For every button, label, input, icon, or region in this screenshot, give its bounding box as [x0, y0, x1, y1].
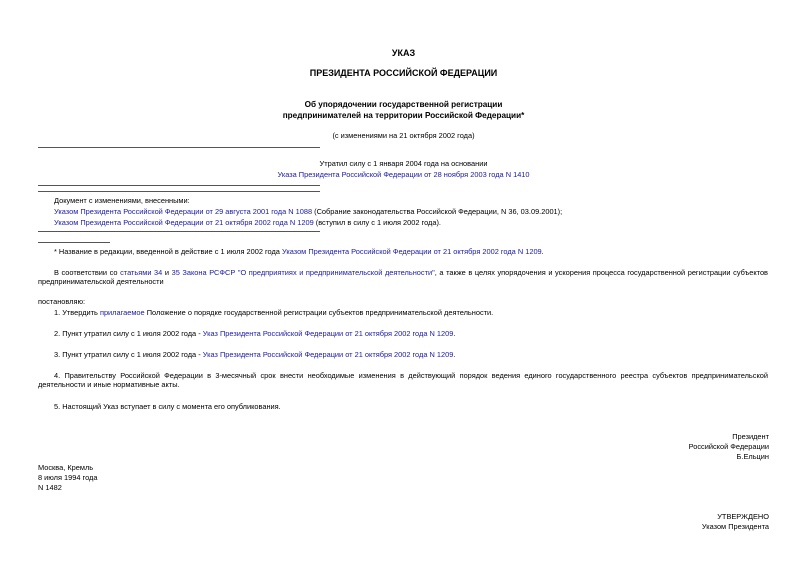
footnote-link[interactable]: Указом Президента Российской Федерации от 21 октября 2002 года N 1209 [281, 247, 542, 256]
signing-place: Москва, Кремль [38, 463, 94, 472]
article-34-link[interactable]: статьями 34 [120, 268, 163, 277]
attached-regulation-link[interactable]: прилагаемое [99, 308, 145, 317]
item-3-tail: . [453, 350, 456, 359]
item-3-text: 3. Пункт утратил силу с 1 июля 2002 года - [54, 350, 201, 359]
approved-by: Указом Президента [701, 522, 769, 531]
doc-type-title: УКАЗ [391, 48, 416, 58]
changes-intro: Документ с изменениями, внесенными: [54, 196, 190, 205]
item-1-tail: Положение о порядке государственной регистрации субъектов предпринимательской деятельности. [146, 308, 494, 317]
item-3-link[interactable]: Указ Президента Российской Федерации от 21 октября 2002 года N 1209 [202, 350, 454, 359]
issuer-title: ПРЕЗИДЕНТА РОССИЙСКОЙ ФЕДЕРАЦИИ [309, 68, 498, 78]
signature-name: Б.Ельцин [736, 452, 769, 461]
preamble [38, 268, 768, 287]
change-link-1[interactable]: Указом Президента Российской Федерации от 29 августа 2001 года N 1088 [54, 207, 313, 216]
footnote-divider [38, 242, 110, 243]
changes-item-2 [54, 218, 441, 227]
change-link-2[interactable]: Указом Президента Российской Федерации от 21 октября 2002 года N 1209 [54, 218, 314, 227]
item-5: 5. Настоящий Указ вступает в силу с момента его опубликования. [54, 402, 281, 411]
item-2-text: 2. Пункт утратил силу с 1 июля 2002 года - [54, 329, 201, 338]
law-link[interactable]: 35 Закона РСФСР "О предприятиях и предпринимательской деятельности" [171, 268, 435, 277]
preamble-text-1: В соответствии со [54, 268, 118, 277]
footnote-tail: . [541, 247, 544, 256]
divider [38, 231, 320, 232]
change-tail-1: (Собрание законодательства Российской Федерации, N 36, 03.09.2001); [314, 207, 563, 216]
preamble-text-3: , а также в целях упорядочения и ускорения процесса государственной регистрации субъектов предпринимательской деятельности [38, 268, 768, 287]
footnote-text: * Название в редакции, введенной в действие с 1 июля 2002 года [54, 247, 280, 256]
item-3 [54, 350, 455, 359]
item-1 [54, 308, 493, 317]
subject-line-2: предпринимателей на территории Российской Федерации* [282, 111, 525, 120]
signature-org: Российской Федерации [688, 442, 769, 451]
changes-item-1 [54, 207, 562, 216]
signature-title: Президент [732, 432, 769, 441]
repeal-text: Утратил силу с 1 января 2004 года на основании [319, 159, 488, 168]
change-tail-2: (вступил в силу с 1 июля 2002 года). [315, 218, 441, 227]
item-1-text: 1. Утвердить [54, 308, 98, 317]
item-2-tail: . [453, 329, 456, 338]
item-2 [54, 329, 455, 338]
approved-label: УТВЕРЖДЕНО [717, 512, 769, 521]
decree-word: постановляю: [38, 297, 86, 306]
repeal-link[interactable]: Указа Президента Российской Федерации от 28 ноября 2003 года N 1410 [277, 170, 530, 179]
divider [38, 185, 320, 186]
signing-date: 8 июля 1994 года [38, 473, 98, 482]
divider [38, 147, 320, 148]
amended-note: (с изменениями на 21 октября 2002 года) [332, 131, 475, 140]
item-4: 4. Правительству Российской Федерации в 3-месячный срок внести необходимые изменения в действующий порядок ведения единого государственного реестра субъектов предпринимательской деятельности и иные нормативные акты. [38, 371, 768, 390]
divider [38, 191, 320, 192]
subject-line-1: Об упорядочении государственной регистрации [304, 100, 503, 109]
item-2-link[interactable]: Указ Президента Российской Федерации от 21 октября 2002 года N 1209 [202, 329, 454, 338]
footnote [54, 247, 544, 256]
decree-number: N 1482 [38, 483, 62, 492]
preamble-text-2: и [164, 268, 170, 277]
